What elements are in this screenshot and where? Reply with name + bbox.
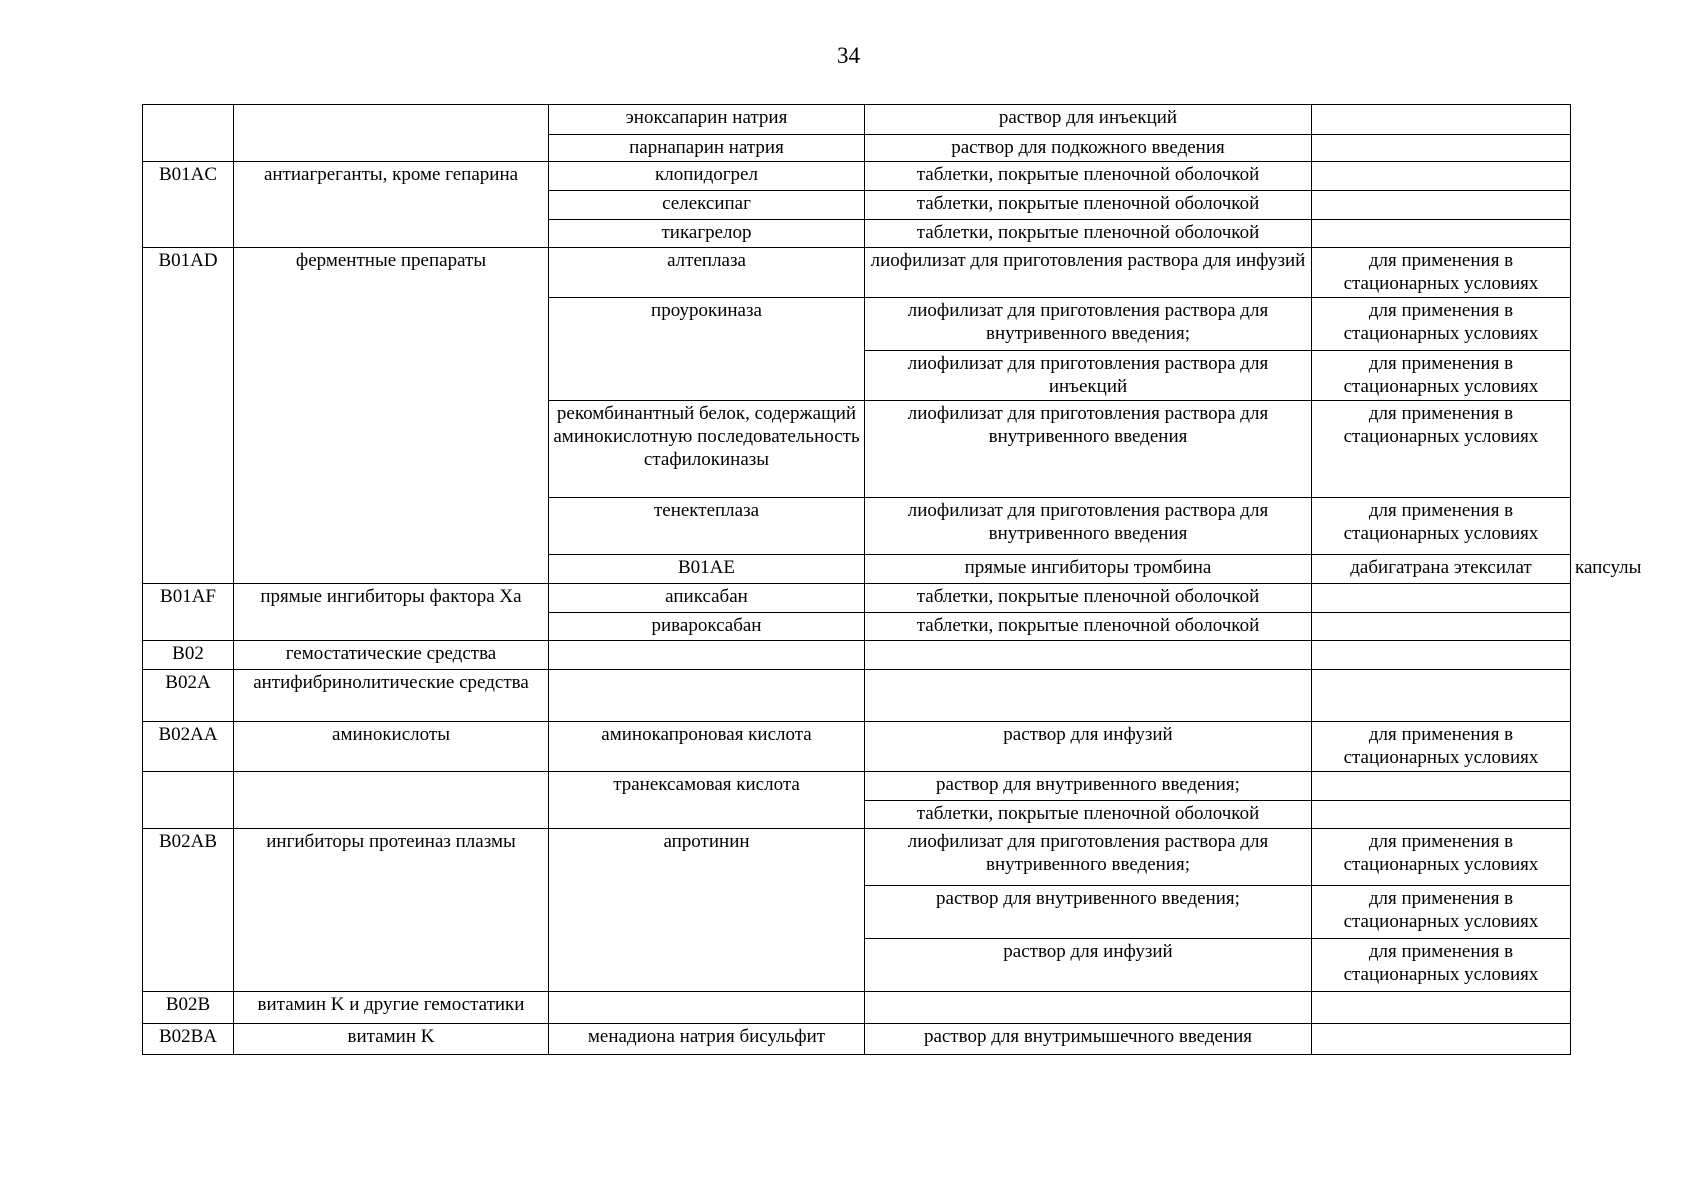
drug-name-cell: ривароксабан — [549, 613, 865, 641]
drug-name-cell — [549, 992, 865, 1024]
dosage-form-cell: лиофилизат для приготовления раствора для внутривенного введения; — [865, 829, 1312, 886]
dosage-form-cell: лиофилизат для приготовления раствора для внутривенного введения; — [865, 298, 1312, 351]
note-cell: для применения в стационарных условиях — [1312, 498, 1571, 555]
note-cell — [1312, 992, 1571, 1024]
dosage-form-cell — [865, 670, 1312, 722]
note-cell — [1312, 1024, 1571, 1055]
group-name-cell: антифибринолитические средства — [234, 670, 549, 722]
group-name-cell: ингибиторы протеиназ плазмы — [234, 829, 549, 992]
page-number: 34 — [837, 43, 860, 68]
medication-table — [142, 104, 1642, 1055]
drug-name-cell — [549, 641, 865, 670]
drug-name-cell: апиксабан — [549, 584, 865, 613]
atc-code-cell: B02B — [143, 992, 234, 1024]
table-row: B01AE прямые ингибиторы тромбина дабигатрана этексилат капсулы — [143, 555, 1571, 584]
dosage-form-cell: лиофилизат для приготовления раствора для внутривенного введения — [865, 401, 1312, 498]
group-name-cell — [234, 105, 549, 162]
dosage-form-cell: таблетки, покрытые пленочной оболочкой — [865, 801, 1312, 829]
table-row — [143, 1024, 1571, 1055]
atc-code-cell: B01AC — [143, 162, 234, 248]
note-cell: для применения в стационарных условиях — [1312, 248, 1571, 298]
note-cell — [1312, 641, 1571, 670]
drug-name-cell: селексипаг — [549, 191, 865, 220]
dosage-form-cell: раствор для инфузий — [865, 722, 1312, 772]
drug-name-cell: рекомбинантный белок, содержащий аминокислотную последовательность стафилокиназы — [549, 401, 865, 498]
dosage-form-cell: таблетки, покрытые пленочной оболочкой — [865, 220, 1312, 248]
atc-code-cell: B01AD — [143, 248, 234, 584]
table-row — [143, 162, 1571, 191]
note-cell: для применения в стационарных условиях — [1312, 298, 1571, 351]
dosage-form-cell: таблетки, покрытые пленочной оболочкой — [865, 162, 1312, 191]
note-cell: для применения в стационарных условиях — [1312, 829, 1571, 886]
table-row — [143, 670, 1571, 722]
drug-name-cell: проурокиназа — [549, 298, 865, 401]
dosage-form-cell: прямые ингибиторы тромбина — [865, 555, 1312, 584]
group-name-cell: антиагреганты, кроме гепарина — [234, 162, 549, 248]
note-cell — [1312, 801, 1571, 829]
dosage-form-cell: таблетки, покрытые пленочной оболочкой — [865, 584, 1312, 613]
drug-name-cell: эноксапарин натрия — [549, 105, 865, 135]
group-name-cell: витамин K — [234, 1024, 549, 1055]
table-row — [143, 105, 1571, 135]
table-body — [143, 105, 1642, 1055]
atc-code-cell: B02AB — [143, 829, 234, 992]
dosage-form-cell: раствор для инъекций — [865, 105, 1312, 135]
atc-code-cell: B02 — [143, 641, 234, 670]
group-name-cell: аминокислоты — [234, 722, 549, 772]
drug-name-cell: апротинин — [549, 829, 865, 992]
drug-name-cell: алтеплаза — [549, 248, 865, 298]
note-cell — [1312, 670, 1571, 722]
note-cell — [1312, 105, 1571, 135]
dosage-form-cell: лиофилизат для приготовления раствора для инфузий — [865, 248, 1312, 298]
dosage-form-cell: раствор для подкожного введения — [865, 135, 1312, 162]
table-row — [143, 722, 1571, 772]
drug-name-cell: тенектеплаза — [549, 498, 865, 555]
drug-name-cell: транексамовая кислота — [549, 772, 865, 829]
dosage-form-cell: раствор для внутривенного введения; — [865, 886, 1312, 939]
dosage-form-cell: раствор для внутривенного введения; — [865, 772, 1312, 801]
note-cell — [1312, 162, 1571, 191]
drug-name-cell: аминокапроновая кислота — [549, 722, 865, 772]
note-cell — [1312, 135, 1571, 162]
note-cell — [1312, 220, 1571, 248]
drug-name-cell: тикагрелор — [549, 220, 865, 248]
group-name-cell: витамин K и другие гемостатики — [234, 992, 549, 1024]
note-cell: для применения в стационарных условиях — [1312, 351, 1571, 401]
atc-code-cell — [143, 105, 234, 162]
drug-name-cell: клопидогрел — [549, 162, 865, 191]
atc-code-cell — [143, 772, 234, 829]
atc-code-cell: B01AF — [143, 584, 234, 641]
drug-name-cell: менадиона натрия бисульфит — [549, 1024, 865, 1055]
note-cell: для применения в стационарных условиях — [1312, 939, 1571, 992]
dosage-form-cell — [865, 641, 1312, 670]
dosage-form-cell: таблетки, покрытые пленочной оболочкой — [865, 191, 1312, 220]
dosage-form-cell: лиофилизат для приготовления раствора для инъекций — [865, 351, 1312, 401]
dosage-form-cell: раствор для внутримышечного введения — [865, 1024, 1312, 1055]
table-row — [143, 584, 1571, 613]
table-row — [143, 992, 1571, 1024]
group-name-cell: прямые ингибиторы фактора Xa — [234, 584, 549, 641]
group-name-cell — [234, 772, 549, 829]
drug-name-cell — [549, 670, 865, 722]
drug-name-cell: B01AE — [549, 555, 865, 584]
atc-code-cell: B02AA — [143, 722, 234, 772]
group-name-cell: ферментные препараты — [234, 248, 549, 584]
dosage-form-cell: таблетки, покрытые пленочной оболочкой — [865, 613, 1312, 641]
note-cell — [1312, 613, 1571, 641]
dosage-form-cell: раствор для инфузий — [865, 939, 1312, 992]
note-cell: дабигатрана этексилат — [1312, 555, 1571, 584]
group-name-cell: гемостатические средства — [234, 641, 549, 670]
table-row — [143, 772, 1571, 801]
dosage-form-cell — [865, 992, 1312, 1024]
table-row — [143, 829, 1571, 886]
table-row — [143, 248, 1571, 298]
atc-code-cell: B02BA — [143, 1024, 234, 1055]
drug-name-cell: парнапарин натрия — [549, 135, 865, 162]
note-cell — [1312, 584, 1571, 613]
note-cell — [1312, 772, 1571, 801]
note-cell — [1312, 191, 1571, 220]
atc-code-cell: B02A — [143, 670, 234, 722]
table-row — [143, 641, 1571, 670]
note-cell: для применения в стационарных условиях — [1312, 886, 1571, 939]
dosage-form-cell: лиофилизат для приготовления раствора для внутривенного введения — [865, 498, 1312, 555]
note-cell: для применения в стационарных условиях — [1312, 401, 1571, 498]
note-cell: для применения в стационарных условиях — [1312, 722, 1571, 772]
